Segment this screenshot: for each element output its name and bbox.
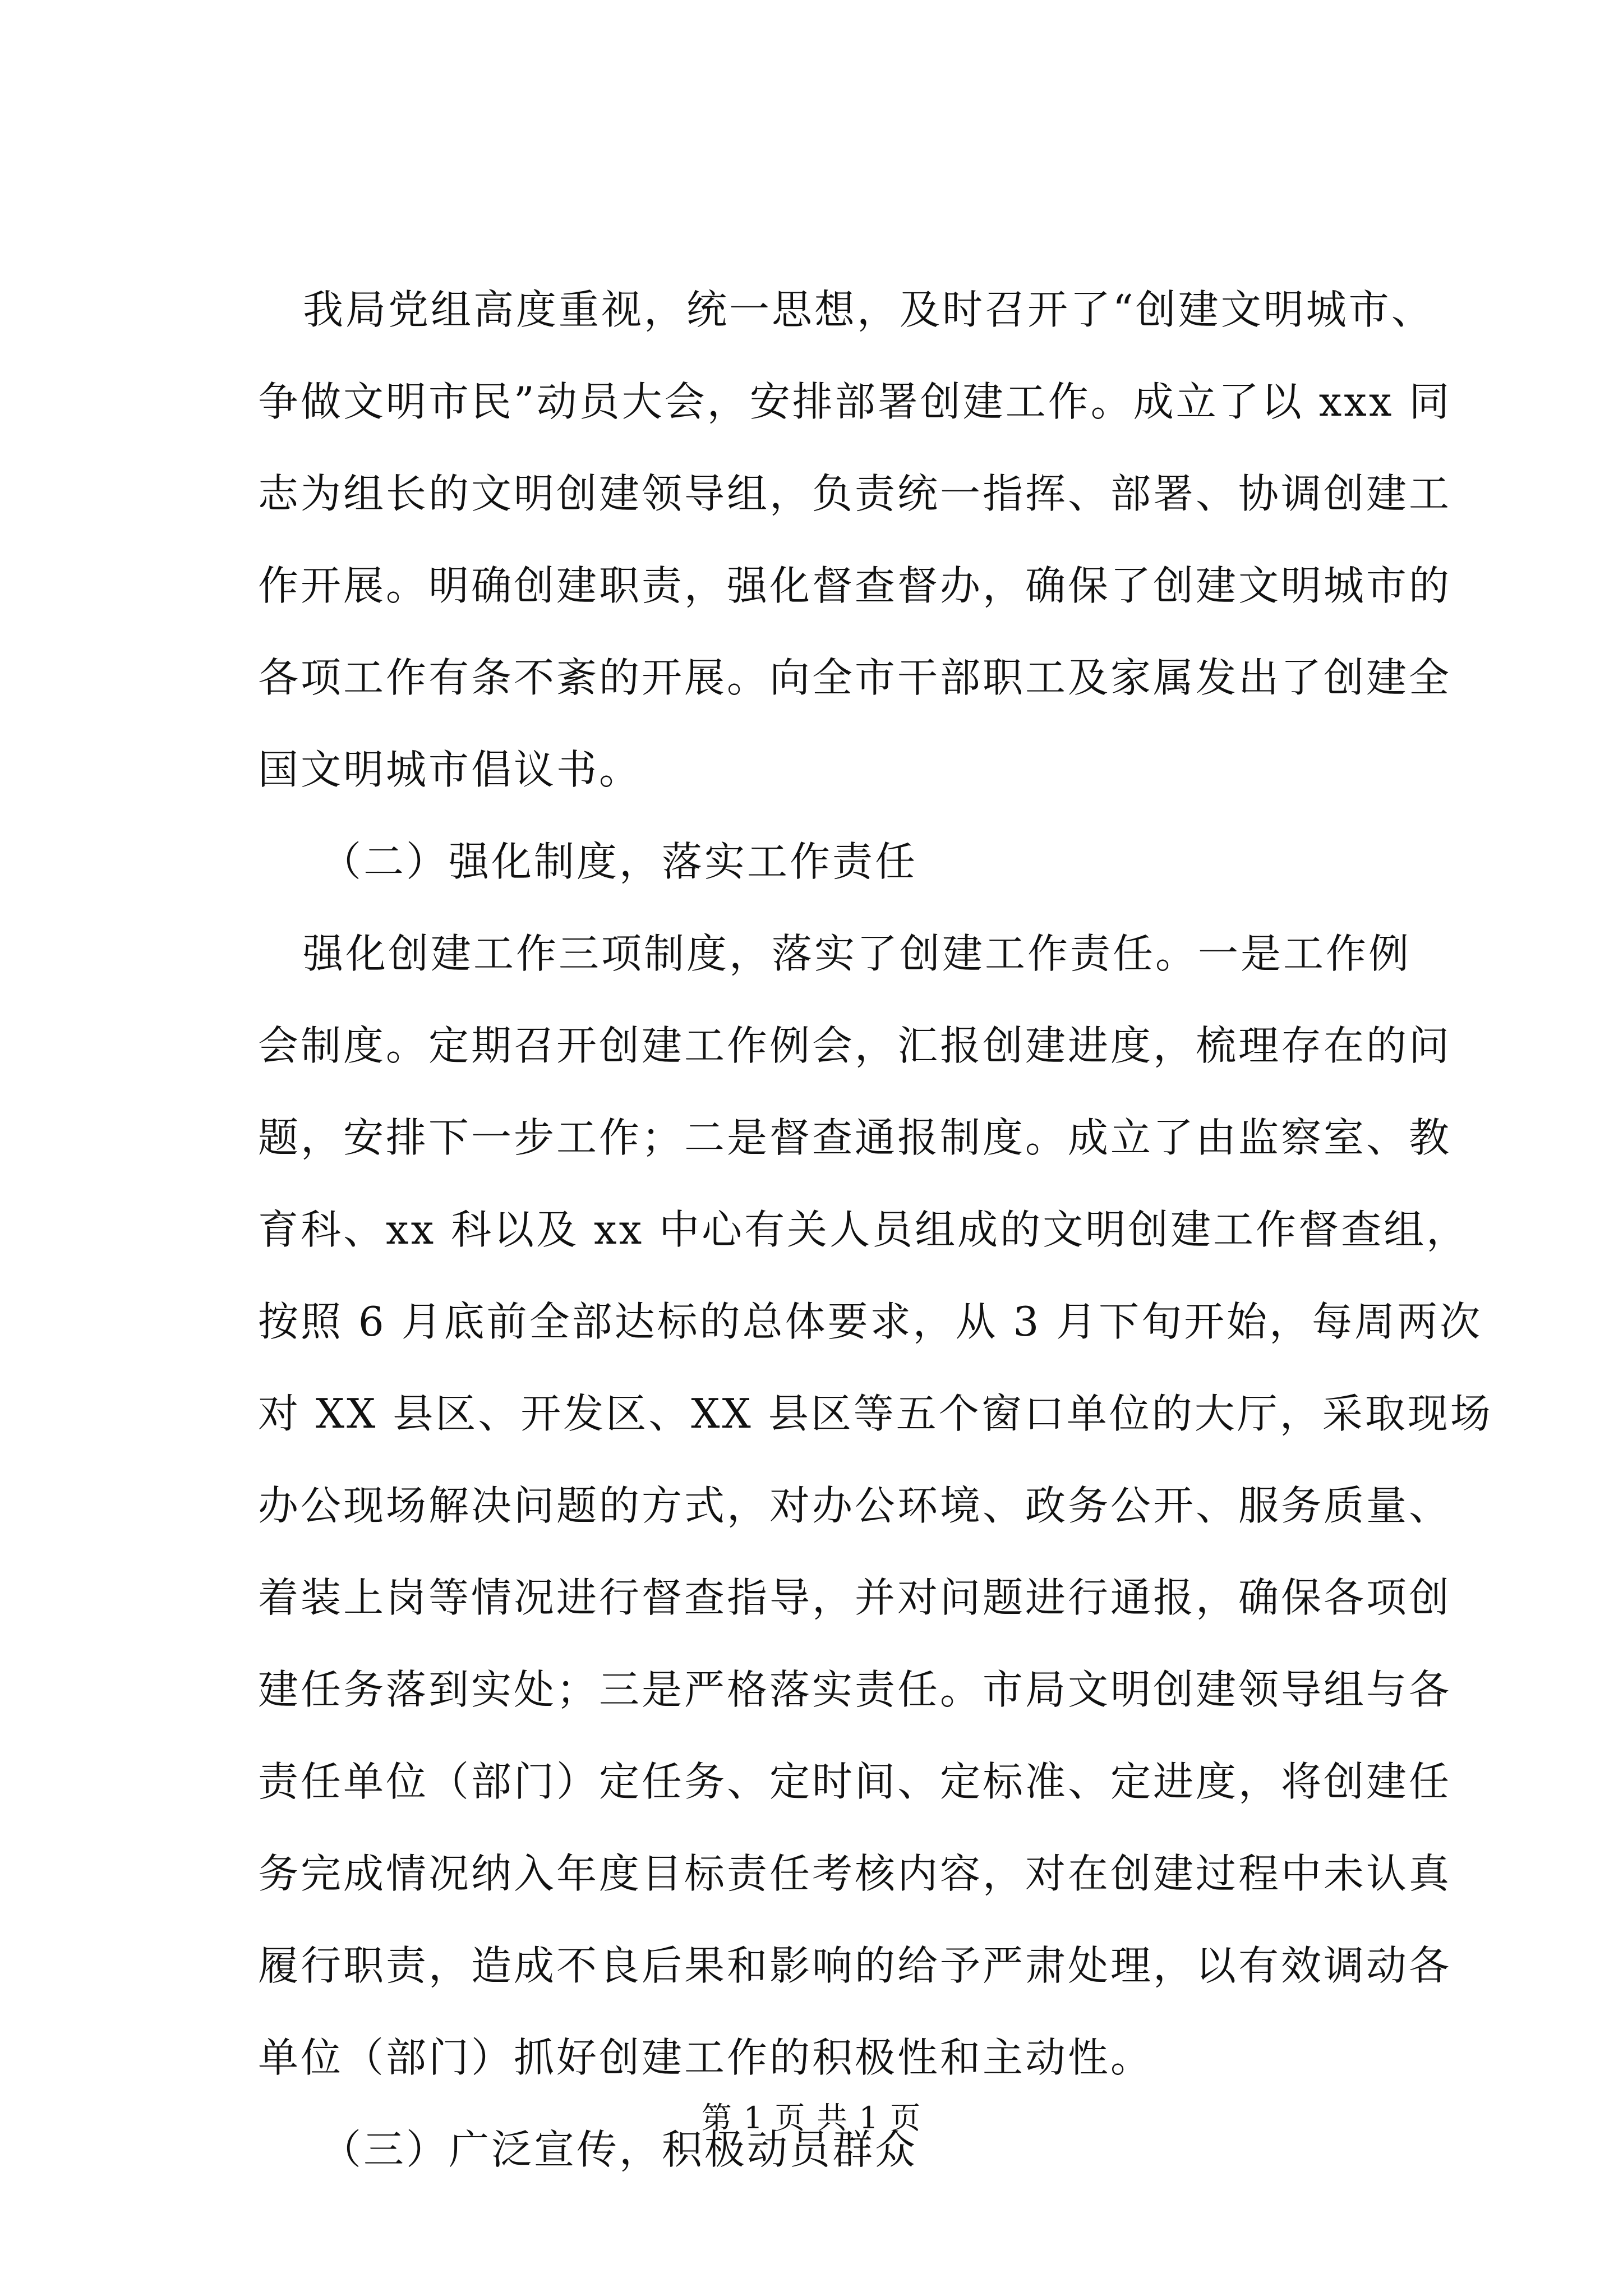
paragraph-line: 题，安排下一步工作；二是督查通报制度。成立了由监察室、教 — [258, 1114, 1452, 1161]
section-heading: （三）广泛宣传，积极动员群众 — [321, 2126, 918, 2173]
section-heading: （二）强化制度，落实工作责任 — [321, 838, 918, 885]
paragraph-line: 志为组长的文明创建领导组，负责统一指挥、部署、协调创建工 — [258, 470, 1452, 517]
paragraph-line: 作开展。明确创建职责，强化督查督办，确保了创建文明城市的 — [258, 562, 1452, 609]
paragraph-line: 务完成情况纳入年度目标责任考核内容，对在创建过程中未认真 — [258, 1850, 1452, 1897]
paragraph-line: 会制度。定期召开创建工作例会，汇报创建进度，梳理存在的问 — [258, 1022, 1452, 1069]
paragraph-line: 争做文明市民”动员大会，安排部署创建工作。成立了以 xxx 同 — [258, 378, 1452, 425]
document-body — [258, 264, 1493, 2196]
paragraph-line: 各项工作有条不紊的开展。向全市干部职工及家属发出了创建全 — [258, 654, 1452, 701]
paragraph-line: 按照 6 月底前全部达标的总体要求，从 3 月下旬开始，每周两次 — [258, 1298, 1483, 1345]
paragraph-line: 对 XX 县区、开发区、XX 县区等五个窗口单位的大厅，采取现场 — [258, 1390, 1493, 1437]
paragraph-line: 责任单位（部门）定任务、定时间、定标准、定进度，将创建任 — [258, 1758, 1452, 1805]
paragraph-line: 履行职责，造成不良后果和影响的给予严肃处理，以有效调动各 — [258, 1942, 1452, 1989]
paragraph-line: 着装上岗等情况进行督查指导，并对问题进行通报，确保各项创 — [258, 1574, 1452, 1621]
paragraph-line: 国文明城市倡议书。 — [258, 746, 642, 793]
paragraph-line: 育科、xx 科以及 xx 中心有关人员组成的文明创建工作督查组， — [258, 1206, 1469, 1253]
paragraph-line: 建任务落到实处；三是严格落实责任。市局文明创建领导组与各 — [258, 1666, 1452, 1713]
page-footer: 第 1 页 共 1 页 — [701, 2100, 922, 2136]
paragraph-line: 单位（部门）抓好创建工作的积极性和主动性。 — [258, 2034, 1154, 2081]
paragraph-line: 强化创建工作三项制度，落实了创建工作责任。一是工作例 — [303, 930, 1412, 977]
paragraph-line: 办公现场解决问题的方式，对办公环境、政务公开、服务质量、 — [258, 1482, 1452, 1529]
paragraph-line: 我局党组高度重视，统一思想，及时召开了“创建文明城市、 — [303, 286, 1434, 333]
